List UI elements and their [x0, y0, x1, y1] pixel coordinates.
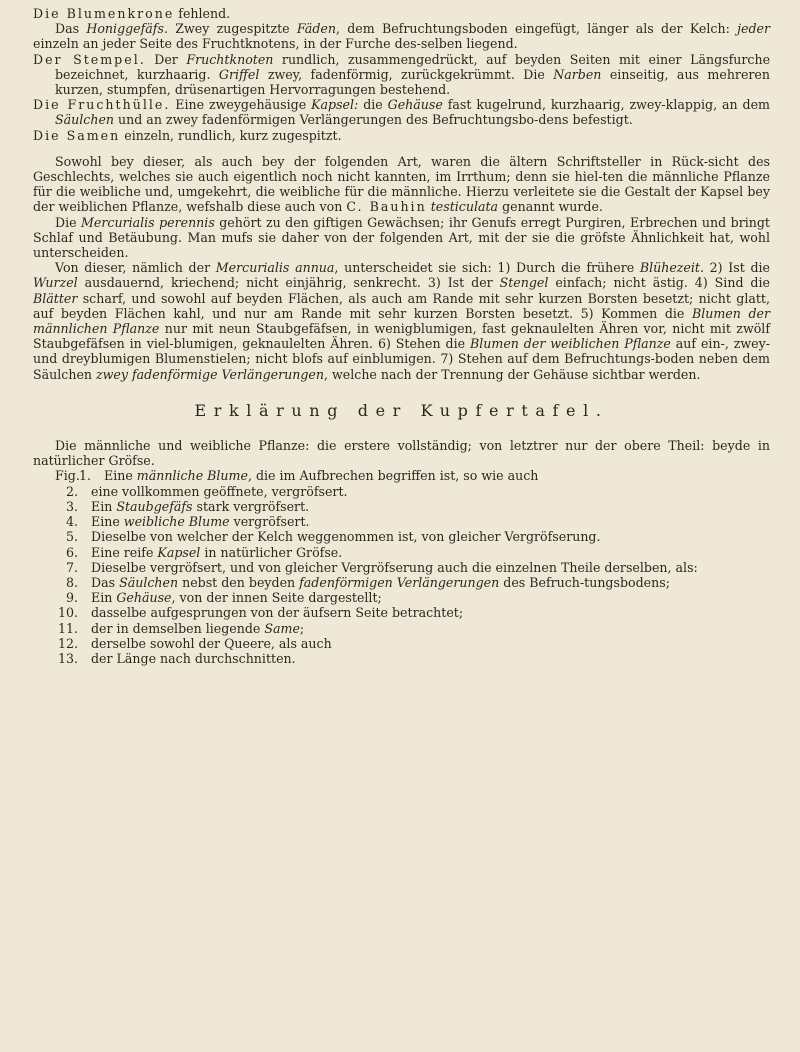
figure-number: 3. — [65, 498, 78, 514]
text-run: vergröfsert. — [229, 514, 310, 530]
text-run: dasselbe aufgesprungen von der äufsern Seite betrachtet; — [91, 605, 464, 621]
figure-term: Same — [264, 620, 300, 636]
text-run: Das — [55, 21, 87, 37]
text-run: in natürlicher Gröfse. — [200, 544, 343, 560]
text-run: zwey, fadenförmig, zurückgekrümmt. Die — [259, 66, 554, 82]
term-testiculata: testiculata — [430, 199, 499, 215]
text-run: scharf, und sowohl auf beyden Flächen, als auch am Rande mit sehr kurzen Borsten besetzt; nicht glatt, auf beyden Flächen kahl, und nur am Rande mit sehr kurzen Borsten besetzt. 5) Kommen die — [33, 290, 770, 321]
term-wurzel: Wurzel — [33, 275, 78, 291]
figure-item — [55, 468, 770, 483]
term-faeden: Fäden — [296, 21, 336, 37]
figure-description — [91, 621, 770, 636]
figure-description — [91, 545, 770, 560]
samen-label: Die Samen — [33, 127, 121, 143]
term-verlaengerungen: zwey fadenförmige Verlängerungen — [96, 366, 324, 382]
figure-term: Staubgefäfs — [116, 498, 193, 514]
figure-term: männliche Blume — [136, 468, 248, 484]
text-run: eine vollkommen geöffnete, vergröfsert. — [91, 483, 348, 499]
figure-description — [91, 636, 770, 651]
figure-number: 6. — [65, 544, 78, 560]
figure-number: 2. — [65, 483, 78, 499]
text-run: einseitig, aus mehreren kurzen, stumpfen, drüsenartigen Hervorragungen bestehend. — [55, 66, 770, 98]
text-run: , unterscheidet sie sich: 1) Durch die frühere — [334, 260, 640, 276]
figure-term: weibliche Blume — [123, 514, 230, 530]
text-run: Dieselbe von welcher der Kelch weggenommen ist, von gleicher Vergröfserung. — [91, 529, 601, 545]
figure-item — [55, 651, 770, 666]
text-run: die — [358, 97, 388, 113]
figure-item — [55, 560, 770, 575]
krone-text: fehlend. — [174, 6, 231, 21]
figure-description — [104, 468, 770, 483]
term-mercurialis-perennis: Mercurialis perennis — [81, 214, 215, 230]
text-run: , die im Aufbrechen begriffen ist, so wie auch — [247, 468, 539, 484]
term-honiggefaess: Honiggefäfs — [86, 21, 164, 37]
figure-number: 9. — [65, 590, 78, 606]
text-run: genannt wurde. — [498, 199, 603, 215]
text-run: Eine zweygehäusige — [170, 97, 312, 113]
text-run: Ein — [91, 590, 117, 606]
figure-item — [55, 499, 770, 514]
samen-text: einzeln, rundlich, kurz zugespitzt. — [120, 127, 342, 143]
text-run: einzeln an jeder Seite des Fruchtknotens, in der Furche des-selben liegend. — [33, 36, 518, 52]
figure-term: Kapsel — [157, 544, 201, 560]
krone-line — [33, 6, 770, 21]
term-blumen-maennlich: Blumen der männlichen Pflanze — [33, 305, 770, 337]
figure-number: 1. — [78, 468, 91, 484]
text-run: nebst den beyden — [178, 574, 300, 590]
figure-number: 7. — [65, 559, 78, 575]
figure-description — [91, 499, 770, 514]
text-run: gehört zu den giftigen Gewächsen; ihr Genufs erregt Purgiren, Erbrechen und bringt Schlaf und Betäubung. Man mufs sie daher von der folgenden Art, mit der sie die gröfste Ähnlichkeit hat, wohl unterscheiden. — [33, 214, 770, 261]
figure-description — [91, 651, 770, 666]
plate-intro: Die männliche und weibliche Pflanze: die erstere vollständig; von letztrer nur der obere Theil: beyde in natürlicher Gröfse. — [33, 438, 770, 469]
text-run: . 2) Ist die — [699, 260, 770, 276]
author-name: C. Bauhin — [346, 199, 427, 215]
figure-description — [91, 514, 770, 529]
figure-description — [91, 529, 770, 544]
stempel-label: Der Stempel. — [33, 51, 146, 67]
text-run: fast kugelrund, kurzhaarig, zwey-klappig, an dem — [442, 97, 770, 113]
figure-number: 4. — [65, 514, 78, 530]
text-run: , dem Befruchtungsboden eingefügt, länger als der Kelch: — [335, 21, 738, 37]
figure-list — [55, 468, 770, 666]
figure-term: Säulchen — [119, 574, 179, 590]
figure-item — [55, 575, 770, 590]
figure-term: Gehäuse — [116, 590, 172, 606]
text-run: des Befruch-tungsbodens; — [499, 574, 670, 590]
term-kapsel: Kapsel: — [311, 97, 359, 113]
figure-item — [55, 621, 770, 636]
section-title: Erklärung der Kupfertafel. — [194, 400, 609, 420]
krone-label: Die Blumenkrone — [33, 6, 175, 21]
term-stengel: Stengel — [499, 275, 549, 291]
term-mercurialis-annua: Mercurialis annua — [215, 260, 335, 276]
text-run: ; — [299, 620, 305, 636]
figure-number: 12. — [57, 635, 78, 651]
figure-term: fadenförmigen Verlängerungen — [299, 574, 500, 590]
text-run: der Länge nach durchschnitten. — [91, 650, 296, 666]
term-saeulchen: Säulchen — [55, 112, 115, 128]
text-run: Von dieser, nämlich der — [55, 260, 216, 276]
figure-description — [91, 575, 770, 590]
figure-description — [91, 560, 770, 575]
text-run: . Zwey zugespitzte — [163, 21, 297, 37]
geschlecht-paragraph — [33, 154, 770, 215]
text-run: auf ein-, zwey- und dreyblumigen Blumenstielen; nicht blofs auf einblumigen. 7) Stehen auf dem Befruchtungs-boden neben dem Säulchen — [33, 336, 770, 382]
fig-label: Fig. — [55, 468, 80, 484]
text-run: Eine — [91, 514, 124, 530]
figure-item — [55, 545, 770, 560]
figure-item — [55, 636, 770, 651]
text-run: derselbe sowohl der Queere, als auch — [91, 635, 332, 651]
text-run: Dieselbe vergröfsert, und von gleicher Vergröfserung auch die einzelnen Theile derselben, als: — [91, 559, 698, 575]
text-run: ausdauernd, kriechend; nicht einjährig, senkrecht. 3) Ist der — [77, 275, 500, 291]
term-blaetter: Blätter — [33, 290, 78, 306]
text-run: Eine reife — [91, 544, 158, 560]
stempel-paragraph — [33, 52, 770, 98]
fruchthuelle-paragraph — [33, 97, 770, 127]
samen-line — [33, 128, 770, 143]
text-run: Sowohl bey dieser, als auch bey der folgenden Art, waren die ältern Schriftsteller in Rück-sicht des Geschlechts, welches sie auch eigentlich noch nicht kannten, im Irrthum; denn sie hiel-ten die männliche Pflanze für die weibliche und, umgekehrt, die weibliche für die männliche. Hierzu verleitete sie die Gestalt der Kapsel bey der weiblichen Pflanze, wefshalb diese auch von — [33, 153, 770, 215]
term-bluehezeit: Blühezeit — [639, 260, 700, 276]
text-run: stark vergröfsert. — [192, 498, 310, 514]
text-run: Ein — [91, 498, 117, 514]
figure-number: 11. — [57, 620, 78, 636]
text-run: einfach; nicht ästig. 4) Sind die — [548, 275, 770, 291]
text-run: nur mit neun Staubgefäfsen, in wenigblumigen, fast geknaulelten Ähren vor, nicht mit zwölf Staubgefäfsen in viel-blumigen, geknaulelten Ähren. 6) Stehen die — [33, 321, 770, 352]
term-fruchtknoten: Fruchtknoten — [186, 51, 274, 67]
figure-number: 5. — [65, 529, 78, 545]
figure-description — [91, 484, 770, 499]
term-gehaeuse: Gehäuse — [387, 97, 443, 113]
text-run: , von der innen Seite dargestellt; — [171, 590, 382, 606]
term-jeder: jeder — [737, 21, 771, 37]
figure-item — [55, 484, 770, 499]
figure-item — [55, 529, 770, 544]
unterschied-paragraph — [33, 260, 770, 382]
figure-number: 8. — [65, 574, 78, 590]
text-run: Eine — [104, 468, 137, 484]
text-run: Die — [55, 214, 82, 230]
figure-number: 10. — [57, 605, 78, 621]
text-run: rundlich, zusammengedrückt, auf beyden Seiten mit einer Längsfurche bezeichnet, kurzhaarig. — [55, 51, 771, 82]
term-blumen-weiblich: Blumen der weiblichen Pflanze — [469, 336, 671, 352]
figure-number: 13. — [57, 650, 78, 666]
figure-item — [55, 514, 770, 529]
figure-item — [55, 605, 770, 620]
text-run: , welche nach der Trennung der Gehäuse sichtbar werden. — [324, 366, 701, 382]
figure-description — [91, 605, 770, 620]
text-run: Das — [91, 574, 120, 590]
fruchthuelle-label: Die Fruchthülle. — [33, 97, 171, 113]
text-run: Der — [145, 51, 187, 67]
text-run: der in demselben liegende — [91, 620, 265, 636]
text-run: und an zwey fadenförmigen Verlängerungen des Befruchtungsbo-dens befestigt. — [114, 112, 633, 128]
term-griffel: Griffel — [218, 66, 260, 82]
gift-paragraph — [33, 215, 770, 261]
spacer — [33, 143, 770, 154]
figure-description — [91, 590, 770, 605]
term-narben: Narben — [553, 66, 602, 82]
figure-item — [55, 590, 770, 605]
honiggefaess-paragraph — [33, 21, 770, 51]
